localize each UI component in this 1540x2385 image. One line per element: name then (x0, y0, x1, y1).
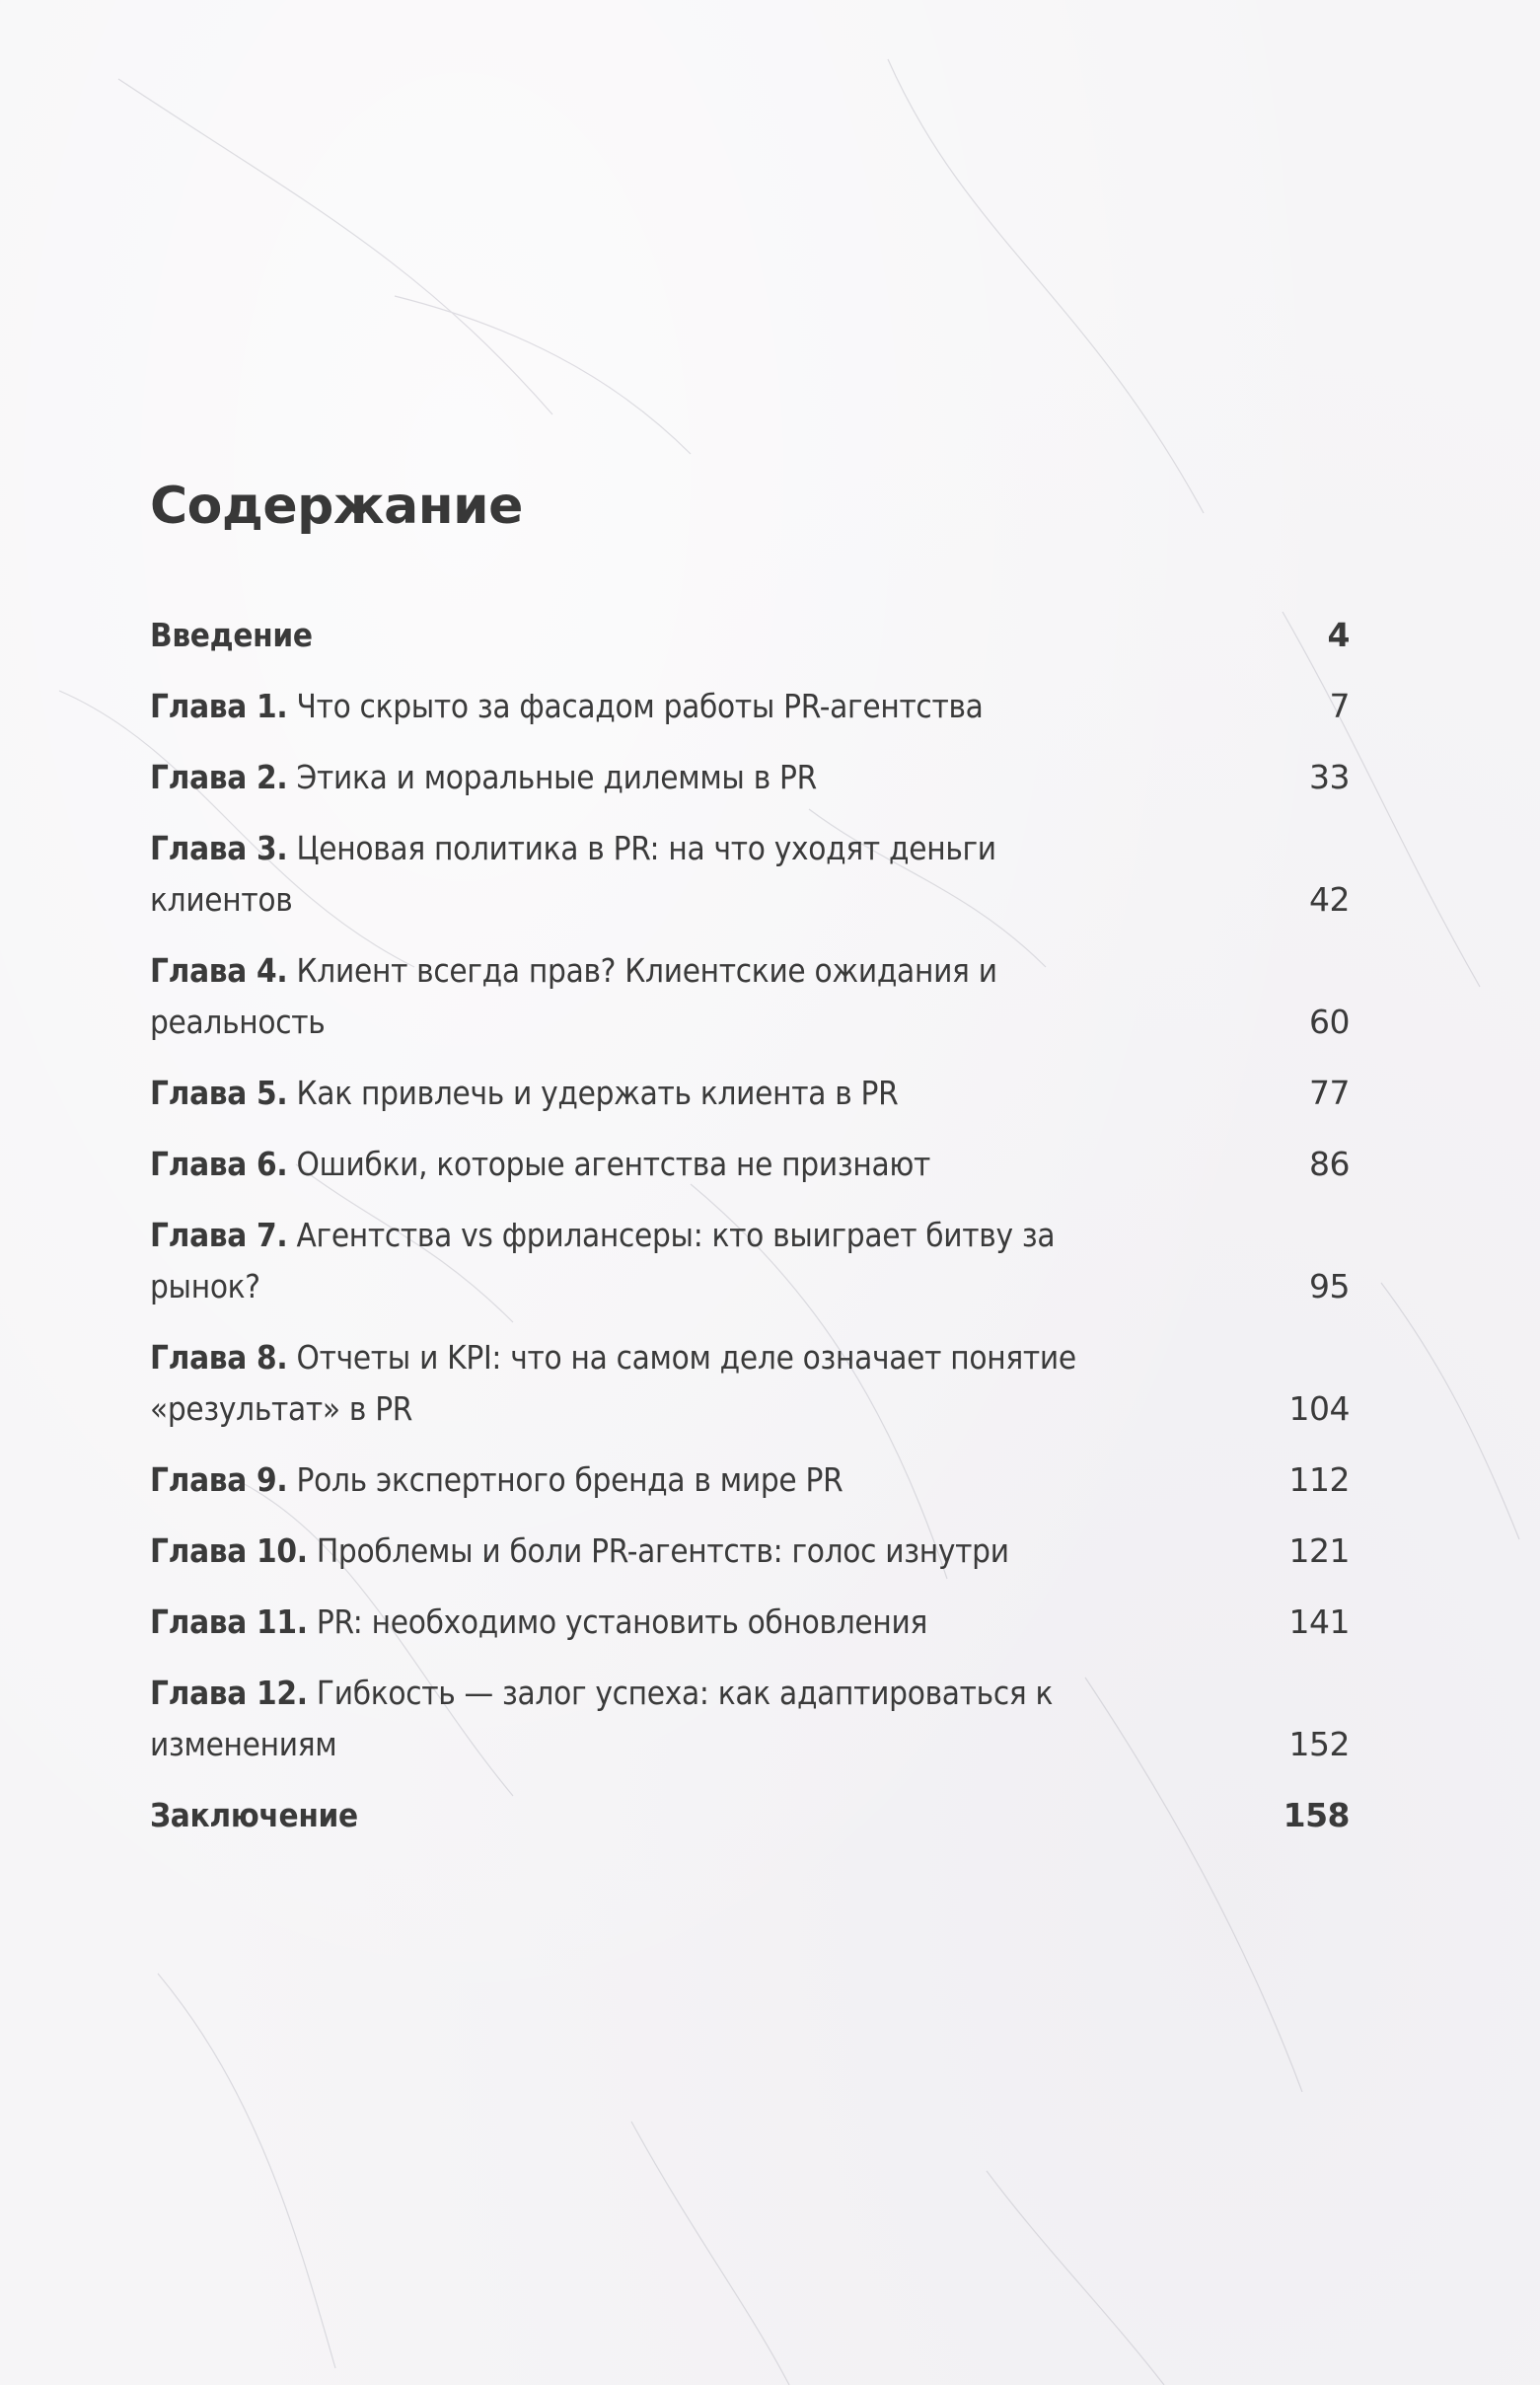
toc-entry-label: Глава 2. (150, 758, 288, 796)
toc-entry-label: Глава 11. (150, 1602, 308, 1641)
table-of-contents (150, 472, 1350, 1861)
toc-entry-title: Что скрыто за фасадом работы PR-агентства (296, 687, 984, 725)
toc-page-number: 77 (1309, 1074, 1350, 1112)
toc-entry-title: Ошибки, которые агентства не признают (296, 1145, 931, 1183)
toc-entry-chapter-8[interactable] (150, 1332, 1350, 1435)
toc-entry-chapter-3[interactable] (150, 823, 1350, 926)
toc-page-number: 158 (1283, 1796, 1350, 1834)
toc-entry-chapter-6[interactable] (150, 1139, 1350, 1190)
toc-entry-chapter-9[interactable] (150, 1454, 1350, 1506)
toc-entry-text (150, 1790, 1265, 1841)
toc-entry-title: Гибкость — залог успеха: как адаптироваться к изменениям (150, 1674, 1054, 1763)
toc-entry-text (150, 1139, 1265, 1190)
toc-entry-text (150, 1668, 1176, 1770)
toc-entry-chapter-12[interactable] (150, 1668, 1350, 1770)
toc-entry-text (150, 1526, 1265, 1577)
toc-entry-text (150, 1454, 1265, 1506)
toc-entry-title: Этика и моральные дилеммы в PR (296, 758, 817, 796)
toc-entry-title: Как привлечь и удержать клиента в PR (296, 1074, 899, 1112)
toc-entry-title: Агентства vs фрилансеры: кто выиграет битву за рынок? (150, 1216, 1056, 1305)
toc-page-number: 60 (1309, 1003, 1350, 1041)
toc-entry-text (150, 1210, 1176, 1312)
toc-entry-label: Глава 7. (150, 1216, 288, 1254)
toc-page-number: 141 (1288, 1602, 1350, 1641)
toc-page-number: 104 (1288, 1389, 1350, 1428)
toc-entry-label: Глава 8. (150, 1338, 288, 1377)
toc-entry-title: Проблемы и боли PR-агентств: голос изнутри (316, 1531, 1009, 1570)
toc-page-number: 7 (1329, 687, 1350, 725)
toc-entry-chapter-7[interactable] (150, 1210, 1350, 1312)
toc-page-number: 95 (1309, 1267, 1350, 1305)
toc-entry-label: Глава 5. (150, 1074, 288, 1112)
toc-entry-label: Глава 9. (150, 1460, 288, 1499)
toc-entry-introduction[interactable] (150, 610, 1350, 661)
toc-page-number: 42 (1309, 880, 1350, 919)
toc-entry-title: Ценовая политика в PR: на что уходят деньги клиентов (150, 829, 996, 919)
toc-entry-label: Введение (150, 616, 313, 654)
toc-entry-label: Глава 10. (150, 1531, 308, 1570)
toc-entry-text (150, 823, 1176, 926)
toc-entry-chapter-4[interactable] (150, 945, 1350, 1048)
toc-entry-title: Роль экспертного бренда в мире PR (296, 1460, 843, 1499)
toc-entry-text (150, 945, 1176, 1048)
toc-entry-label: Заключение (150, 1796, 358, 1834)
toc-page-number: 121 (1288, 1531, 1350, 1570)
toc-entry-text (150, 681, 1265, 732)
toc-entry-chapter-11[interactable] (150, 1597, 1350, 1648)
toc-entry-title: PR: необходимо установить обновления (316, 1602, 928, 1641)
toc-entry-label: Глава 1. (150, 687, 288, 725)
toc-entry-title: Отчеты и KPI: что на самом деле означает понятие «результат» в PR (150, 1338, 1076, 1428)
toc-page-number: 112 (1288, 1460, 1350, 1499)
toc-page-number: 152 (1288, 1725, 1350, 1763)
toc-entry-text (150, 1597, 1265, 1648)
toc-page-number: 4 (1327, 616, 1350, 654)
toc-page-number: 33 (1309, 758, 1350, 796)
toc-entry-chapter-10[interactable] (150, 1526, 1350, 1577)
toc-entry-chapter-5[interactable] (150, 1068, 1350, 1119)
toc-entry-text (150, 752, 1265, 803)
toc-entry-label: Глава 6. (150, 1145, 288, 1183)
toc-entry-label: Глава 4. (150, 951, 288, 990)
toc-list (150, 610, 1350, 1841)
toc-page-number: 86 (1309, 1145, 1350, 1183)
toc-entry-chapter-2[interactable] (150, 752, 1350, 803)
toc-entry-label: Глава 12. (150, 1674, 308, 1712)
toc-title: Содержание (150, 477, 523, 536)
toc-entry-title: Клиент всегда прав? Клиентские ожидания и реальность (150, 951, 997, 1041)
toc-entry-text (150, 1068, 1265, 1119)
toc-entry-chapter-1[interactable] (150, 681, 1350, 732)
toc-entry-conclusion[interactable] (150, 1790, 1350, 1841)
toc-entry-text (150, 1332, 1176, 1435)
toc-entry-text (150, 610, 1265, 661)
toc-entry-label: Глава 3. (150, 829, 288, 867)
